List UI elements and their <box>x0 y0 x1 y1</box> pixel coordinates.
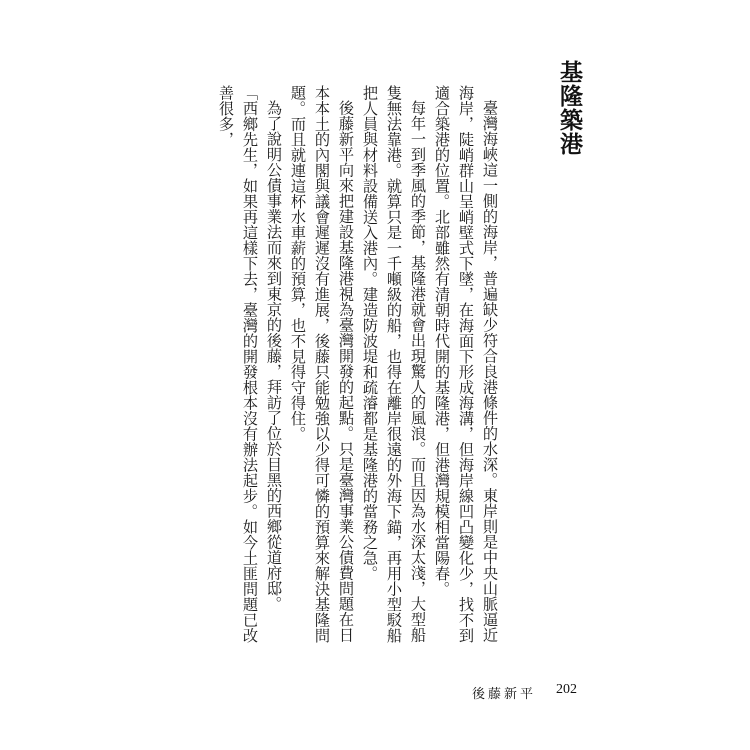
paragraph-2: 每年一到季風的季節，基隆港就會出現驚人的風浪。而且因為水深太淺，大型船隻無法靠港。就算只是一千噸級的船，也得在離岸很遠的外海下錨，再用小型駁船把人員與材料設備送入港內。建造防波堤和疏濬都是基隆港的當務之急。 <box>361 85 427 643</box>
chapter-title: 基隆築港 <box>556 60 583 156</box>
page-number: 202 <box>556 682 577 697</box>
running-footer-title: 後藤新平 <box>472 687 537 702</box>
paragraph-1: 臺灣海峽這一側的海岸，普遍缺少符合良港條件的水深。東岸則是中央山脈逼近海岸，陡峭群山呈峭壁式下墜，在海面下形成海溝，但海岸線凹凸變化少，找不到適合築港的位置。北部雖然有清朝時代開的基隆港，但港灣規模相當陽春。 <box>433 85 499 643</box>
paragraph-4: 為了說明公債事業法而來到東京的後藤，拜訪了位於目黑的西鄉從道府邸。 <box>265 100 283 612</box>
paragraph-3: 後藤新平向來把建設基隆港視為臺灣開發的起點。只是臺灣事業公債費問題在日本本土的內閣與議會遲遲沒有進展，後藤只能勉強以少得可憐的預算來解決基隆問題。而且就連這杯水車薪的預算，也不見得守得住。 <box>289 85 355 643</box>
body-text <box>214 85 502 655</box>
paragraph-5: 「西鄉先生，如果再這樣下去，臺灣的開發根本沒有辦法起步。如今土匪問題已改善很多， <box>217 85 259 643</box>
